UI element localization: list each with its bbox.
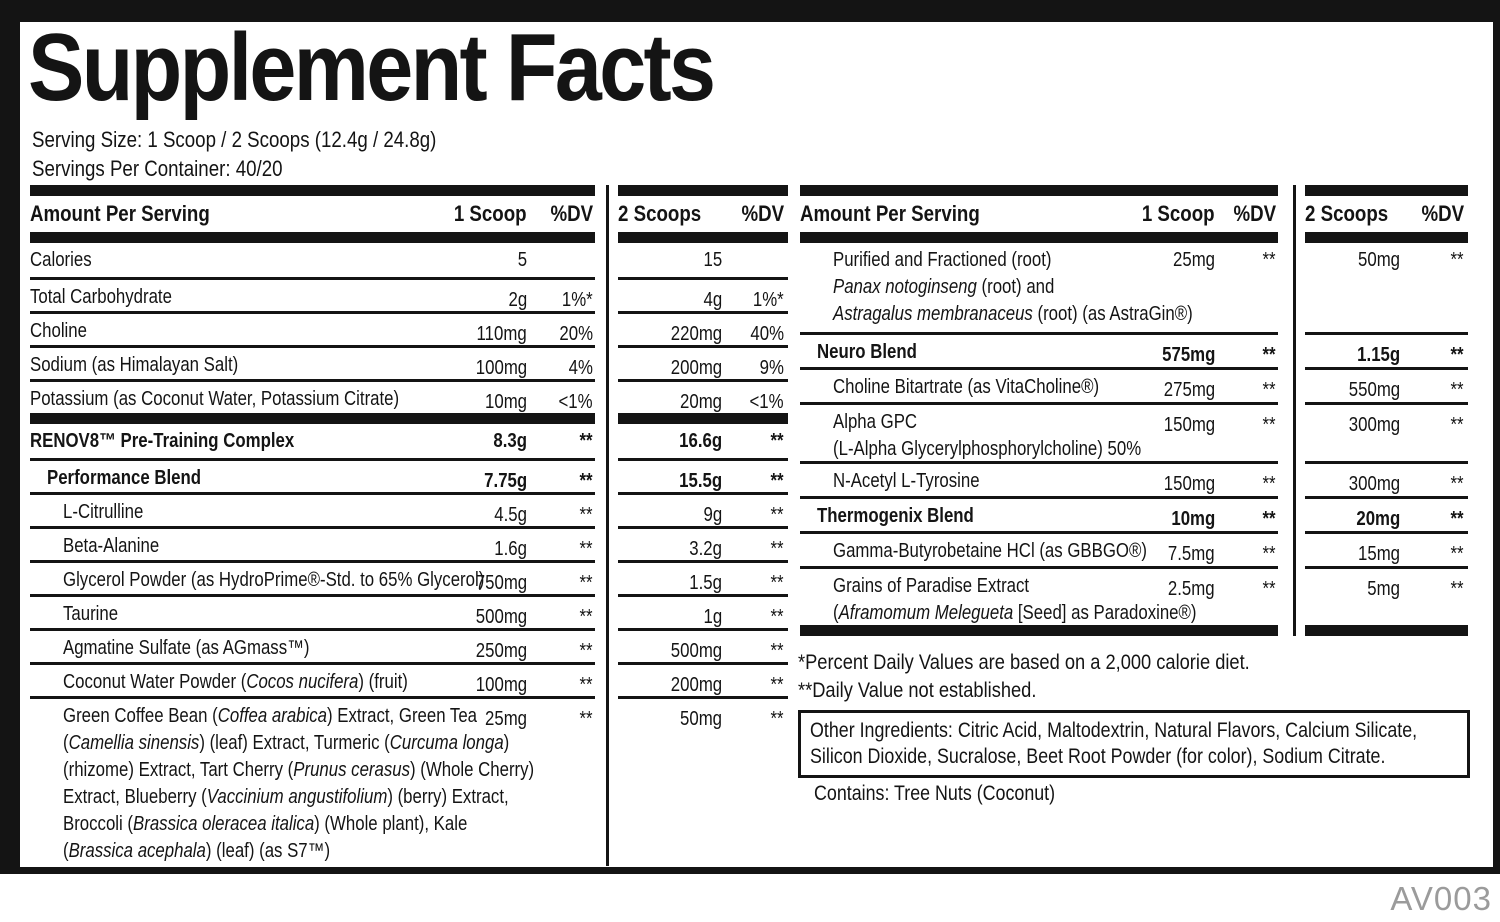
amount-value: 150mg [1163,414,1215,436]
divider-bar [1305,625,1468,636]
table-row [30,345,595,379]
dv-value: ** [579,640,593,662]
amount-value: 250mg [475,640,527,662]
table-row [1305,367,1468,402]
amount-value: 7.5mg [1168,543,1215,565]
two-scoops-label: 2 Scoops [1305,201,1389,226]
table-row [1305,566,1468,625]
dv-value: 4% [568,357,593,379]
table-row [30,379,595,413]
footnote-percent-dv: *Percent Daily Values are based on a 2,000 calorie diet. [798,650,1250,674]
table-row [1305,496,1468,531]
servings-per-container: Servings Per Container: 40/20 [32,156,283,181]
ingredient-name: Choline Bitartrate (as VitaCholine®) [833,376,1100,398]
serving-size: Serving Size: 1 Scoop / 2 Scoops (12.4g / 24.8g) [32,127,437,152]
table-row [618,594,788,628]
table-row [1305,243,1468,332]
table-row [618,628,788,662]
ingredient-name: Coconut Water Powder (Cocos nucifera) (fruit) [63,671,408,693]
amount-value: 15 [703,249,722,271]
dv-value: ** [579,538,593,560]
one-scoop-label: 1 Scoop [1142,201,1215,226]
dv-value: ** [770,470,784,492]
amount-value: 5 [517,249,527,271]
amount-value: 550mg [1348,379,1400,401]
dv-value: ** [770,674,784,696]
amount-per-serving-label: Amount Per Serving [30,201,210,226]
table-row [618,379,788,413]
amount-value: 100mg [475,674,527,696]
ingredient-name: Beta-Alanine [63,535,160,557]
table-row [30,492,595,526]
amount-value: 50mg [679,708,722,730]
ingredient-name: Gamma-Butyrobetaine HCl (as GBBGO®) [833,540,1147,562]
divider-bar [618,185,788,196]
amount-value: 220mg [670,323,722,345]
ingredient-name: Green Coffee Bean (Coffea arabica) Extract, Green Tea (Camellia sinensis) (leaf) Extract, Turmeric (Curcuma longa) (rhizome) Extract, Tart Cherry (Prunus cerasus) (Whole Cherry) Extract, Blueberry (Vaccinium angustifolium) (berry) Extract, Broccoli (Brassica oleracea italica) (Whole plant), Kale (Brassica acephala) (leaf) (as S7™) [63,705,535,862]
dv-value: <1% [558,391,593,413]
divider-bar [800,232,1278,243]
table-row [30,458,595,492]
two-scoops-header [618,196,788,232]
dv-value: ** [579,708,593,730]
ingredient-values [1305,243,1468,625]
dv-value: ** [770,538,784,560]
dv-value: ** [1262,414,1276,436]
dv-value: ** [1262,543,1276,565]
table-row [1305,402,1468,461]
dv-label: %DV [1421,201,1464,226]
table-row [618,696,788,730]
amount-value: 7.75g [484,470,527,492]
nutrient-rows [30,243,595,413]
one-scoop-label: 1 Scoop [454,201,527,226]
dv-value: ** [770,640,784,662]
ingredient-name: Potassium (as Coconut Water, Potassium Citrate) [30,388,400,410]
divider-bar [800,185,1278,196]
dv-value: ** [1262,508,1276,530]
amount-value: 500mg [670,640,722,662]
divider-bar [618,232,788,243]
amount-value: 1g [703,606,722,628]
dv-value: ** [1262,344,1276,366]
dv-value: ** [1450,379,1464,401]
ingredient-name: Neuro Blend [817,341,917,363]
dv-label: %DV [741,201,784,226]
nutrient-values [618,243,788,413]
blend-rows [30,424,595,865]
table-row [800,243,1278,332]
amount-value: 10mg [484,391,527,413]
table-row [30,277,595,311]
amount-value: 50mg [1357,249,1400,271]
allergen-statement: Contains: Tree Nuts (Coconut) [814,782,1056,805]
ingredient-name: Purified and Fractioned (root) Panax notoginseng (root) and Astragalus membranaceus (root) (as AstraGin®) [833,249,1193,325]
amount-value: 1.6g [494,538,527,560]
label-code: AV003 [1390,880,1492,917]
two-scoops-label: 2 Scoops [618,201,702,226]
amount-value: 2g [508,289,527,311]
amount-value: 15mg [1357,543,1400,565]
amount-value: 15.5g [679,470,722,492]
other-ingredients-box [798,710,1470,778]
dv-value: ** [1450,578,1464,600]
divider-bar [30,185,595,196]
table-row [618,662,788,696]
amount-value: 100mg [475,357,527,379]
table-row [1305,531,1468,566]
table-row [30,594,595,628]
table-row [30,696,595,865]
amount-value: 5mg [1367,578,1400,600]
divider-bar [30,232,595,243]
footnotes [798,648,1329,704]
amount-value: 300mg [1348,473,1400,495]
table-row [800,332,1278,367]
amount-value: 25mg [1172,249,1215,271]
dv-value: ** [770,606,784,628]
table-row [800,531,1278,566]
footnote-dv-not-established: **Daily Value not established. [798,678,1037,702]
ingredient-name: N-Acetyl L-Tyrosine [833,470,980,492]
table-row [1305,461,1468,496]
dv-value: ** [770,708,784,730]
dv-value: 9% [759,357,784,379]
dv-value: <1% [749,391,784,413]
ingredient-name: Choline [30,320,87,342]
dv-value: ** [1262,473,1276,495]
amount-value: 1.15g [1357,344,1400,366]
dv-value: 40% [750,323,784,345]
left-two-scoops-column [618,185,788,730]
page-title: Supplement Facts [28,14,714,121]
dv-value: ** [1262,578,1276,600]
table-row [618,345,788,379]
amount-value: 110mg [476,323,527,345]
table-row [1305,332,1468,367]
table-row [618,560,788,594]
table-row [800,566,1278,625]
dv-value: ** [579,572,593,594]
dv-value: ** [1450,508,1464,530]
table-row [618,243,788,277]
amount-per-serving-label: Amount Per Serving [800,201,980,226]
ingredient-name: Agmatine Sulfate (as AGmass™) [63,637,310,659]
table-row [30,243,595,277]
dv-value: ** [770,504,784,526]
table-row [618,277,788,311]
table-row [800,367,1278,402]
amount-value: 25mg [484,708,527,730]
amount-value: 20mg [679,391,722,413]
ingredient-name: Calories [30,249,92,271]
dv-value: ** [1262,379,1276,401]
two-scoops-header [1305,196,1468,232]
amount-value: 500mg [475,606,527,628]
table-row [618,311,788,345]
dv-value: ** [1450,543,1464,565]
amount-value: 2.5mg [1168,578,1215,600]
right-table-header [800,196,1278,232]
amount-value: 275mg [1163,379,1215,401]
amount-value: 4.5g [494,504,527,526]
amount-value: 575mg [1161,344,1215,366]
ingredient-name: Performance Blend [47,467,202,489]
column-separator [1293,185,1296,636]
dv-value: ** [579,430,593,452]
amount-value: 300mg [1348,414,1400,436]
ingredient-name: Thermogenix Blend [817,505,974,527]
amount-value: 8.3g [493,430,527,452]
dv-value: ** [579,470,593,492]
dv-value: ** [1262,249,1276,271]
table-row [800,461,1278,496]
ingredient-name: Glycerol Powder (as HydroPrime®-Std. to 65% Glycerol) [63,569,485,591]
table-row [800,496,1278,531]
amount-value: 3.2g [689,538,722,560]
table-row [30,311,595,345]
table-row [30,424,595,458]
table-row [618,424,788,458]
dv-value: ** [579,674,593,696]
ingredient-name: L-Citrulline [63,501,144,523]
dv-value: ** [1450,473,1464,495]
ingredient-name: RENOV8™ Pre-Training Complex [30,430,295,452]
dv-label: %DV [550,201,593,226]
right-table [800,185,1278,636]
table-row [800,402,1278,461]
dv-value: 1%* [753,289,784,311]
ingredient-name: Taurine [63,603,119,625]
dv-label: %DV [1233,201,1276,226]
table-row [30,526,595,560]
dv-value: ** [579,504,593,526]
ingredient-name: Total Carbohydrate [30,286,172,308]
dv-value: ** [579,606,593,628]
amount-value: 200mg [670,674,722,696]
left-table-header [30,196,595,232]
dv-value: 1%* [562,289,593,311]
other-ingredients-text: Other Ingredients: Citric Acid, Maltodextrin, Natural Flavors, Calcium Silicate, Silicon Dioxide, Sucralose, Beet Root Powder (for color), Sodium Citrate. [810,719,1418,768]
dv-value: ** [1450,414,1464,436]
column-separator [606,185,609,866]
ingredient-name: Alpha GPC (L-Alpha Glycerylphosphorylcholine) 50% [833,411,1142,460]
amount-value: 750mg [475,572,527,594]
table-row [618,492,788,526]
ingredient-name: Grains of Paradise Extract (Aframomum Melegueta [Seed] as Paradoxine®) [833,575,1197,624]
right-two-scoops-column [1305,185,1468,636]
blend-values [618,424,788,730]
divider-bar [1305,185,1468,196]
table-row [30,628,595,662]
table-row [618,458,788,492]
amount-value: 10mg [1171,508,1215,530]
dv-value: ** [1450,249,1464,271]
dv-value: ** [770,572,784,594]
amount-value: 200mg [670,357,722,379]
table-row [618,526,788,560]
table-row [30,560,595,594]
amount-value: 16.6g [679,430,722,452]
table-row [30,662,595,696]
dv-value: ** [1450,344,1464,366]
amount-value: 20mg [1356,508,1400,530]
ingredient-rows [800,243,1278,625]
dv-value: ** [770,430,784,452]
amount-value: 4g [703,289,722,311]
ingredient-name: Sodium (as Himalayan Salt) [30,354,239,376]
dv-value: 20% [559,323,593,345]
left-table [30,185,595,865]
amount-value: 150mg [1163,473,1215,495]
amount-value: 1.5g [689,572,722,594]
amount-value: 9g [703,504,722,526]
divider-bar [1305,232,1468,243]
